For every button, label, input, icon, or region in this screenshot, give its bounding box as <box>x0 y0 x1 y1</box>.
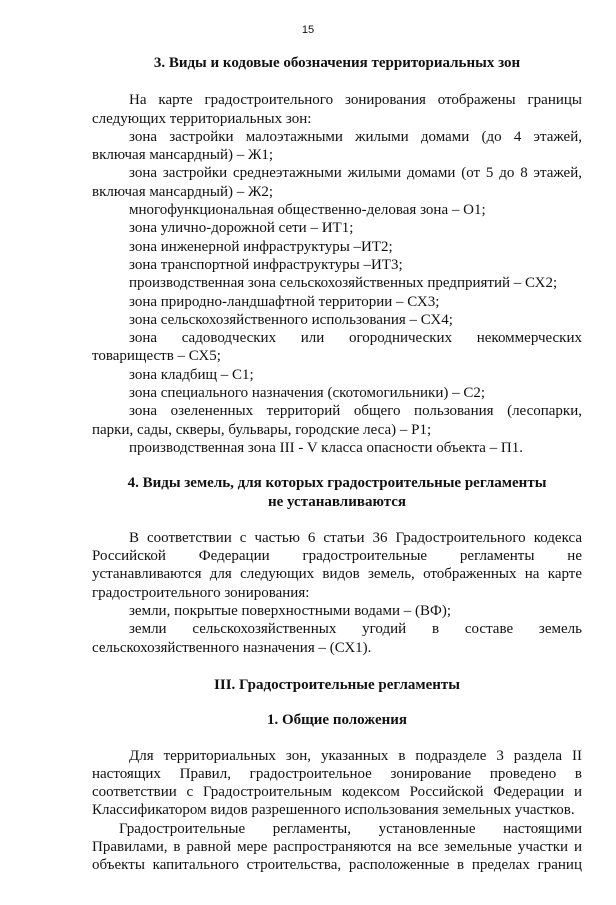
zone-it3: зона транспортной инфраструктуры –ИТ3; <box>129 256 403 273</box>
general-para1-line-3: соответствии с Градостроительным кодексом Российской Федерации и <box>92 784 582 801</box>
zone-s1: зона кладбищ – С1; <box>129 366 254 383</box>
sec3-intro-line-1: На карте градостроительного зонирования отображены границы <box>129 92 582 109</box>
sec4-para-line-2: Российской Федерации градостроительные регламенты не <box>92 548 582 565</box>
part-3-heading: III. Градостроительные регламенты <box>214 676 460 693</box>
zone-it2: зона инженерной инфраструктуры –ИТ2; <box>129 238 393 255</box>
land-vf: земли, покрытые поверхностными водами – (ВФ); <box>129 603 452 620</box>
zone-zh1-line-2: включая мансардный) – Ж1; <box>92 147 274 164</box>
zone-skh2: производственная зона сельскохозяйственных предприятий – СХ2; <box>129 275 558 292</box>
zone-p1: производственная зона III - V класса опасности объекта – П1. <box>129 439 523 456</box>
zone-skh5-line-2: товариществ – СХ5; <box>92 348 221 365</box>
land-skh1-line-1: земли сельскохозяйственных угодий в составе земель <box>129 621 582 638</box>
zone-o1: многофункциональная общественно-деловая зона – О1; <box>129 202 486 219</box>
zone-zh1-line-1: зона застройки малоэтажными жилыми домами (до 4 этажей, <box>129 128 582 145</box>
page-number: 15 <box>301 24 315 36</box>
sec4-para-line-3: устанавливаются для следующих видов земель, отображенных на карте <box>92 566 582 583</box>
zone-r1-line-2: парки, сады, скверы, бульвары, городские леса) – Р1; <box>92 421 432 438</box>
section-4-heading-line-2: не устанавливаются <box>267 493 407 510</box>
general-para2-line-1: Градостроительные регламенты, установленные настоящими <box>119 820 582 837</box>
general-para1-line-1: Для территориальных зон, указанных в подразделе 3 раздела II <box>129 747 582 764</box>
section-3-heading: 3. Виды и кодовые обозначения территориальных зон <box>153 55 521 71</box>
zone-it1: зона улично-дорожной сети – ИТ1; <box>129 220 354 237</box>
zone-s2: зона специального назначения (скотомогильники) – С2; <box>129 385 486 402</box>
zone-r1-line-1: зона озелененных территорий общего пользования (лесопарки, <box>129 403 582 420</box>
zone-zh2-line-1: зона застройки среднеэтажными жилыми домами (от 5 до 8 этажей, <box>129 165 582 182</box>
general-para2-line-2: Правилами, в равной мере распространяются на все земельные участки и <box>92 838 582 855</box>
section-4-heading-line-1: 4. Виды земель, для которых градостроительные регламенты <box>127 475 547 492</box>
general-para1-line-4: Классификатором видов разрешенного использования земельных участков. <box>92 802 575 819</box>
general-para2-line-3: объекты капитального строительства, расположенные в пределах границ <box>92 857 582 874</box>
sec4-para-line-1: В соответствии с частью 6 статьи 36 Градостроительного кодекса <box>129 529 582 546</box>
sec4-para-line-4: градостроительного зонирования: <box>92 584 310 601</box>
zone-skh5-line-1: зона садоводческих или огороднических некоммерческих <box>129 330 582 347</box>
land-skh1-line-2: сельскохозяйственного назначения – (СХ1). <box>92 639 372 656</box>
zone-skh3: зона природно-ландшафтной территории – СХ3; <box>129 293 440 310</box>
document-body <box>92 54 582 875</box>
sec3-intro-line-2: следующих территориальных зон: <box>92 110 312 127</box>
general-para1-line-2: настоящих Правил, градостроительное зонирование проведено в <box>92 765 582 782</box>
zone-skh4: зона сельскохозяйственного использования – СХ4; <box>129 311 453 328</box>
zone-zh2-line-2: включая мансардный) – Ж2; <box>92 183 274 200</box>
general-provisions-heading: 1. Общие положения <box>266 712 408 729</box>
